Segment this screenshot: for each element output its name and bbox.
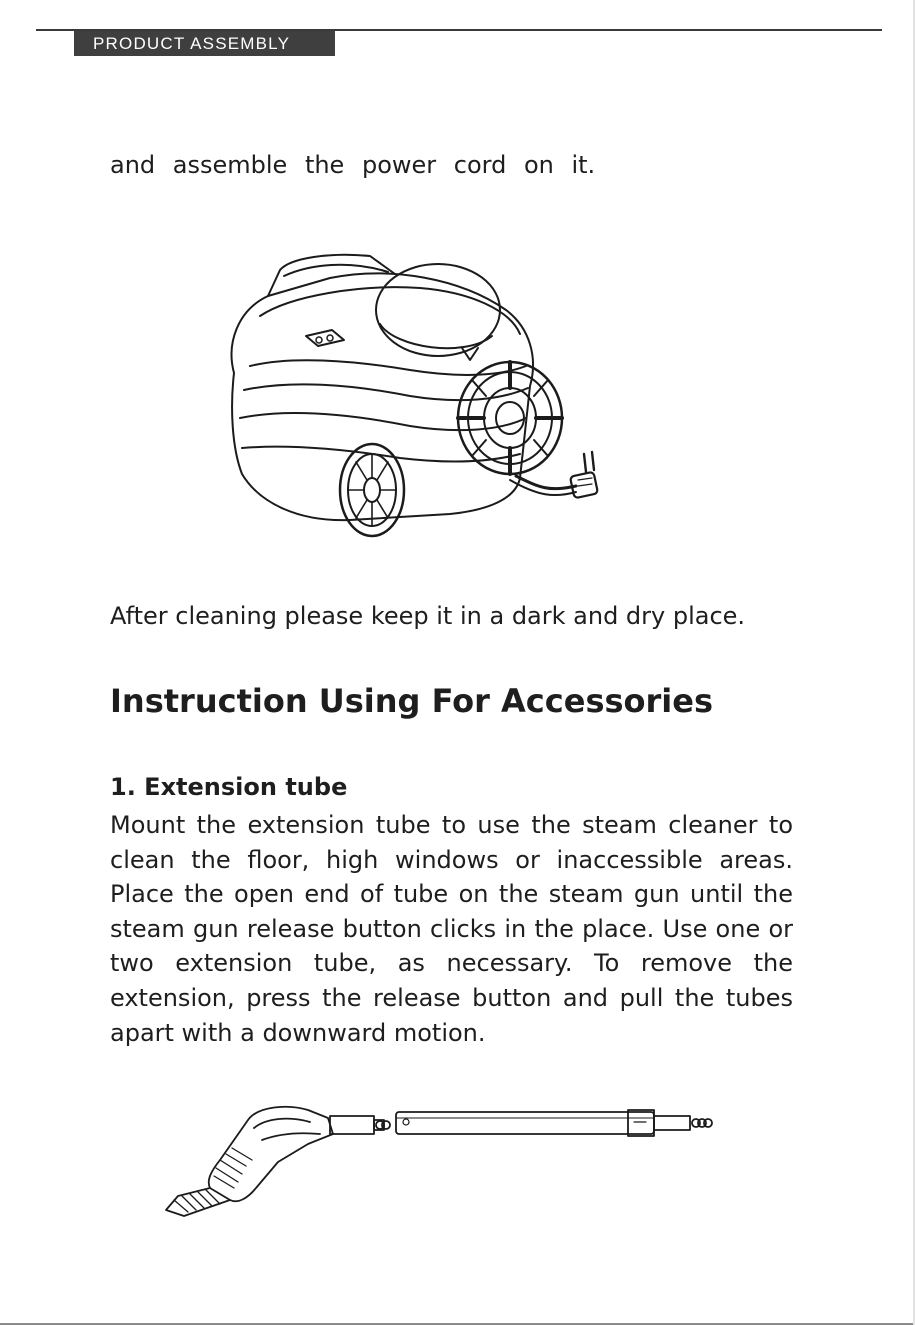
accessories-heading: Instruction Using For Accessories: [110, 682, 714, 720]
steam-gun-extension-tube-illustration: [158, 1100, 718, 1222]
steam-cleaner-illustration: [220, 248, 620, 543]
intro-line: and assemble the power cord on it.: [110, 151, 596, 179]
section-label: PRODUCT ASSEMBLY: [74, 31, 335, 56]
extension-tube-body: Mount the extension tube to use the steam cleaner to clean the floor, high windows or inaccessible areas. Place the open end of tube on the steam gun until the steam gun release button clicks in the place. Use one or two extension tube, as necessary. To remove the extension, press the release button and pull the tubes apart with a downward motion.: [110, 811, 793, 1047]
extension-tube-title: 1. Extension tube: [110, 773, 348, 801]
after-cleaning-text: After cleaning please keep it in a dark and dry place.: [110, 602, 746, 630]
